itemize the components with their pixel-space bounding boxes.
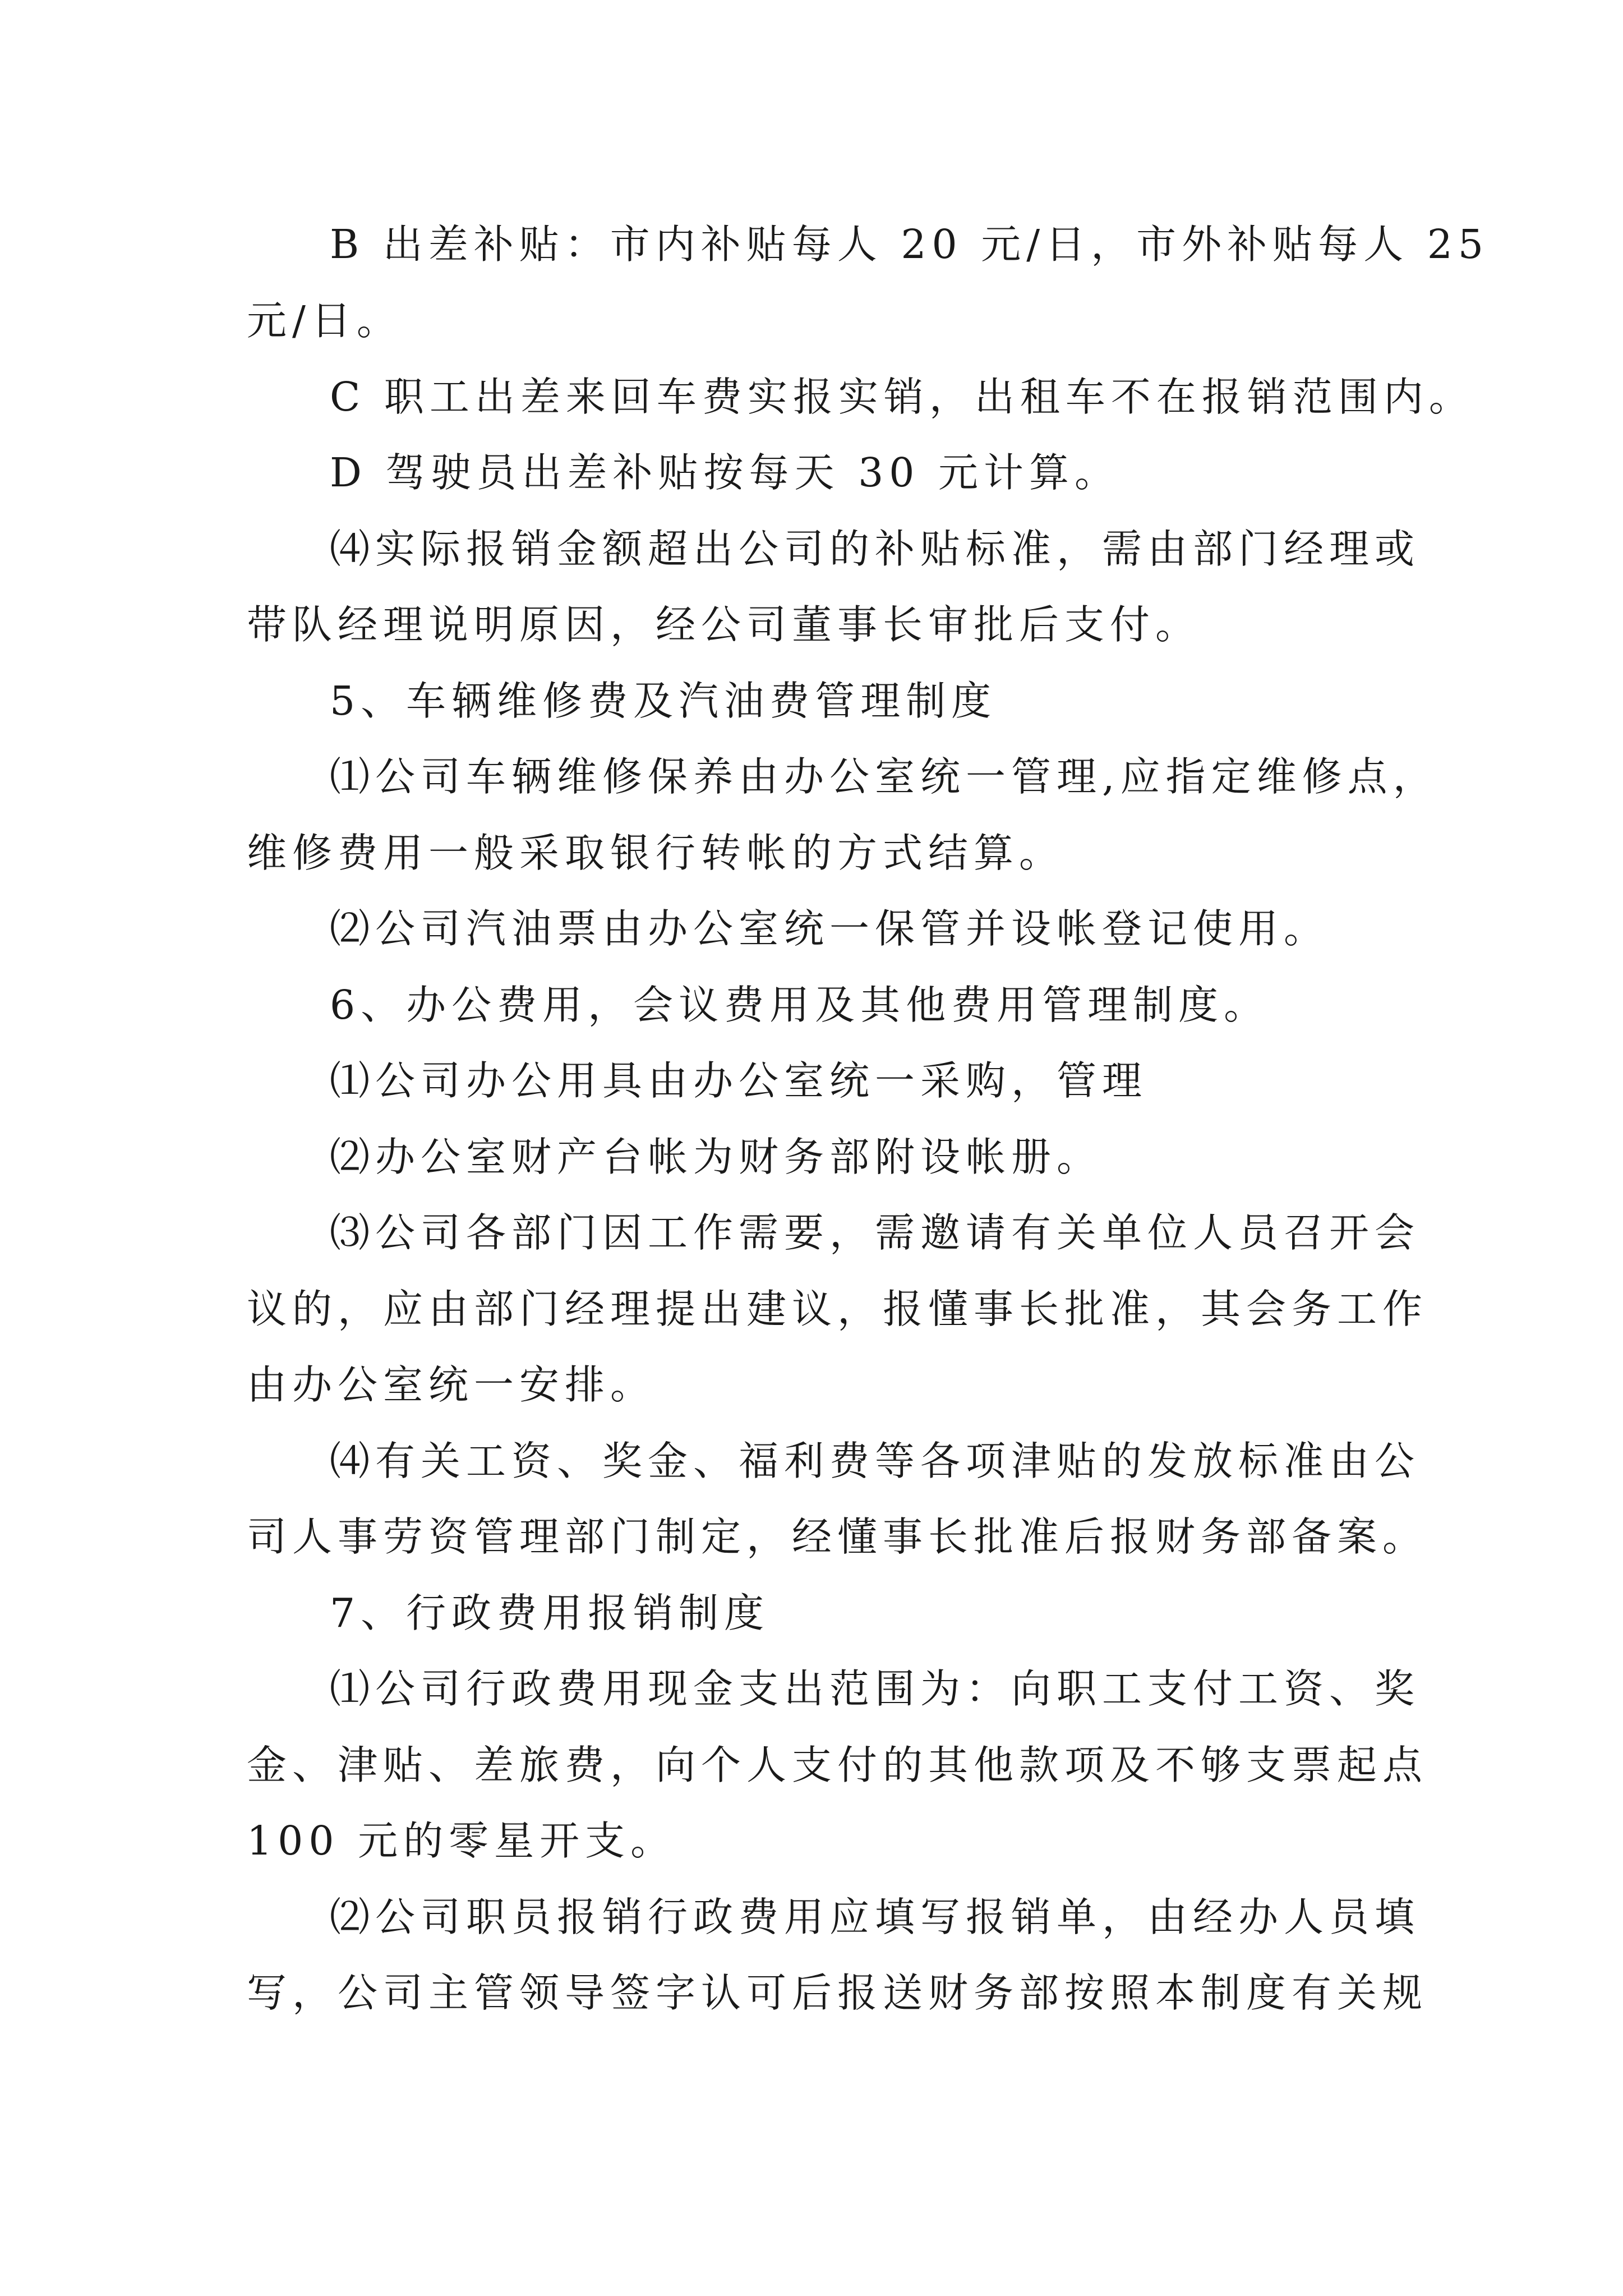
text-line: 金、津贴、差旅费，向个人支付的其他款项及不够支票起点 bbox=[247, 1742, 1428, 1788]
text-line: ⑷实际报销金额超出公司的补贴标准，需由部门经理或 bbox=[330, 526, 1421, 572]
text-line: 6、办公费用，会议费用及其他费用管理制度。 bbox=[330, 982, 1270, 1028]
text-line: ⑷有关工资、奖金、福利费等各项津贴的发放标准由公 bbox=[330, 1438, 1421, 1484]
text-line: ⑶公司各部门因工作需要，需邀请有关单位人员召开会 bbox=[330, 1209, 1421, 1256]
text-line: 司人事劳资管理部门制定，经懂事长批准后报财务部备案。 bbox=[247, 1513, 1428, 1560]
text-line: 带队经理说明原因，经公司董事长审批后支付。 bbox=[247, 601, 1201, 648]
text-line: B 出差补贴：市内补贴每人 20 元/日，市外补贴每人 25 bbox=[330, 221, 1490, 268]
text-line: 议的，应由部门经理提出建议，报懂事长批准，其会务工作 bbox=[247, 1286, 1428, 1332]
text-line: ⑴公司办公用具由办公室统一采购，管理 bbox=[330, 1057, 1148, 1104]
text-line: 写，公司主管领导签字认可后报送财务部按照本制度有关规 bbox=[247, 1970, 1428, 2016]
text-line: 维修费用一般采取银行转帐的方式结算。 bbox=[247, 830, 1065, 876]
text-line: C 职工出差来回车费实报实销，出租车不在报销范围内。 bbox=[330, 374, 1474, 420]
text-line: 元/日。 bbox=[247, 297, 402, 344]
text-line: 5、车辆维修费及汽油费管理制度 bbox=[330, 678, 997, 724]
text-line: D 驾驶员出差补贴按每天 30 元计算。 bbox=[330, 449, 1120, 496]
text-line: 100 元的零星开支。 bbox=[247, 1818, 676, 1864]
text-line: ⑴公司车辆维修保养由办公室统一管理,应指定维修点， bbox=[330, 753, 1438, 800]
text-line: 由办公室统一安排。 bbox=[247, 1361, 656, 1408]
text-line: ⑴公司行政费用现金支出范围为：向职工支付工资、奖 bbox=[330, 1665, 1421, 1712]
text-line: ⑵公司职员报销行政费用应填写报销单，由经办人员填 bbox=[330, 1894, 1421, 1940]
text-line: ⑵公司汽油票由办公室统一保管并设帐登记使用。 bbox=[330, 905, 1330, 952]
text-line: 7、行政费用报销制度 bbox=[330, 1590, 770, 1636]
text-line: ⑵办公室财产台帐为财务部附设帐册。 bbox=[330, 1134, 1103, 1180]
